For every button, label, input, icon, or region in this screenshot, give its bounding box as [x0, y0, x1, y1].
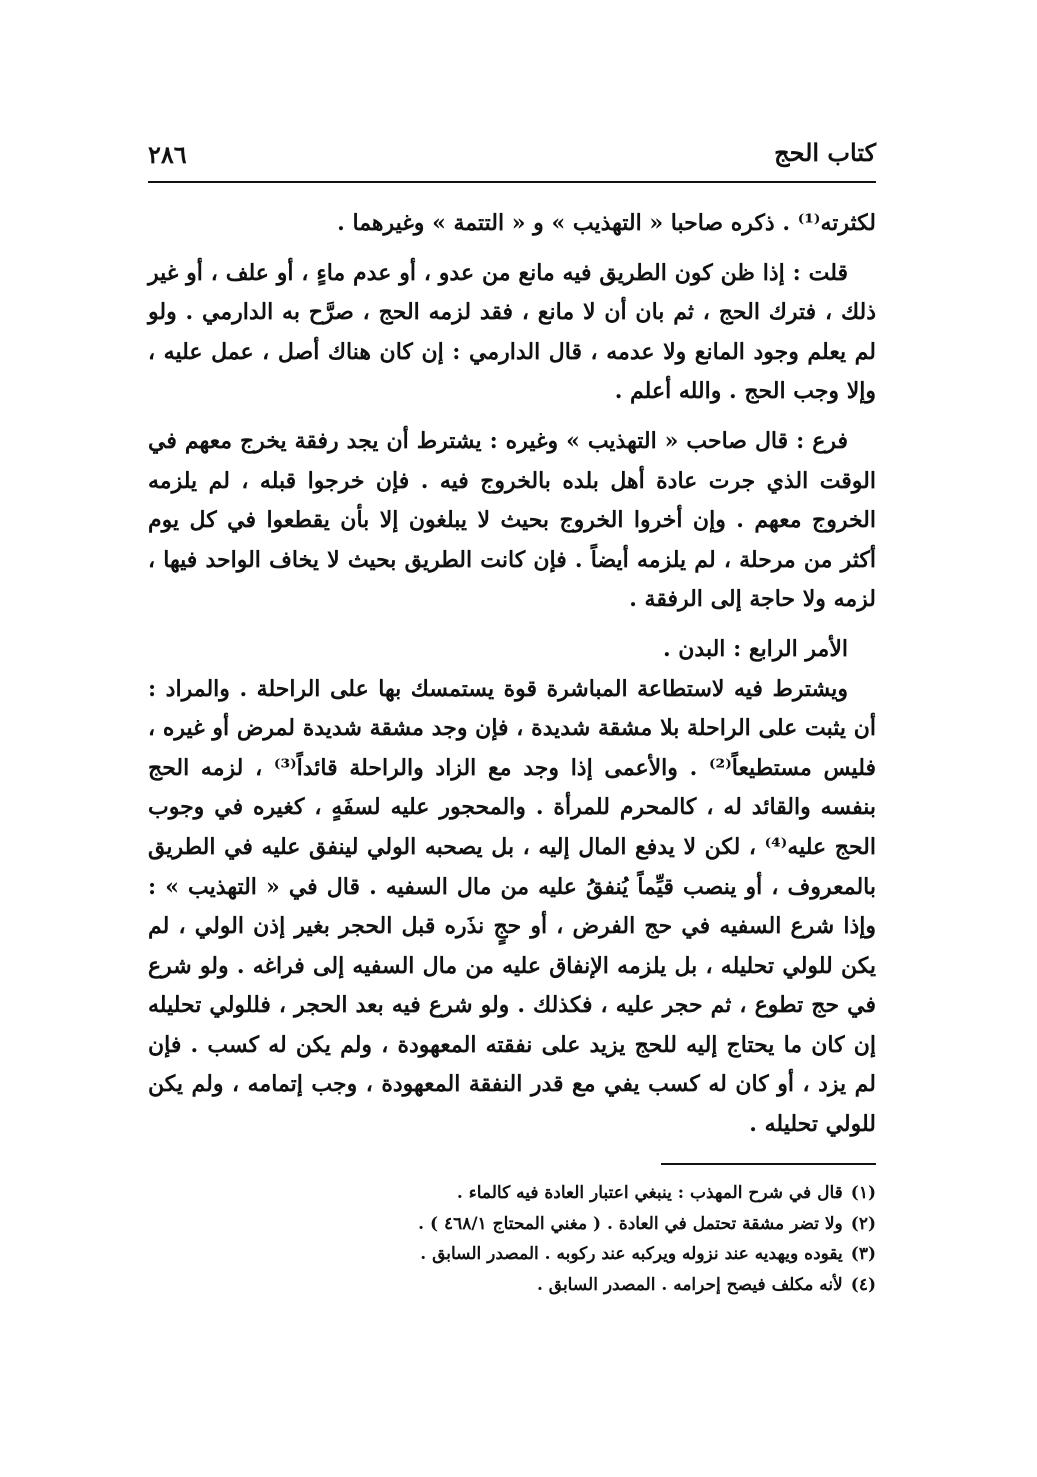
paragraph-continuation: لكثرته⁽¹⁾ . ذكره صاحبا « التهذيب » و « التتمة » وغيرهما . — [337, 210, 876, 236]
footnote-number: (٢) — [850, 1213, 876, 1234]
footnote-text: لأنه مكلف فيصح إحرامه . المصدر السابق . — [536, 1274, 843, 1295]
book-page — [148, 0, 876, 1477]
header-rule — [148, 181, 876, 183]
footnote-rule — [661, 1163, 876, 1165]
footnote-number: (٣) — [850, 1244, 876, 1264]
paragraph-qult: قلت : إذا ظن كون الطريق فيه مانع من عدو ، أو عدم ماءٍ ، أو علف ، أو غير ذلك ، فترك الحج ، ثم بان أن لا مانع ، فقد لزمه الحج ، صرَّح به الدارمي . ولو لم يعلم وجود المانع ولا عدمه ، قال الدارمي : إن كان هناك أصل ، عمل عليه ، وإلا وجب الحج . والله أعلم . — [148, 259, 877, 405]
page-header — [148, 138, 876, 178]
page-number: ٢٨٦ — [148, 140, 187, 169]
footnote-number: (٤) — [850, 1274, 876, 1295]
footnote-text: ولا تضر مشقة تحتمل في العادة . ( مغني المحتاج ٤٦٨/١ ) . — [418, 1213, 843, 1234]
running-title: كتاب الحج — [774, 138, 876, 167]
paragraph-body-condition: ويشترط فيه لاستطاعة المباشرة قوة يستمسك بها على الراحلة . والمراد : أن يثبت على الراحلة بلا مشقة شديدة ، فإن وجد مشقة شديدة لمرض أو غيره ، فليس مستطيعاً⁽²⁾ . والأعمى إذا وجد مع الزاد والراحلة قائداً⁽³⁾ ، لزمه الحج بنفسه والقائد له ، كالمحرم للمرأة . والمحجور عليه لسفَهٍ ، كغيره في وجوب الحج عليه⁽⁴⁾ ، لكن لا يدفع المال إليه ، بل يصحبه الولي لينفق عليه في الطريق بالمعروف ، أو ينصب قيِّماً يُنفقُ عليه من مال السفيه . قال في « التهذيب » : وإذا شرع السفيه في حج الفرض ، أو حجٍ نذَره قبل الحجر بغير إذن الولي ، لم يكن للولي تحليله ، بل يلزمه الإنفاق عليه من مال السفيه إلى فراغه . ولو شرع في حج تطوع ، ثم حجر عليه ، فكذلك . ولو شرع فيه بعد الحجر ، فللولي تحليله إن كان ما يحتاج إليه للحج يزيد على نفقته المعهودة ، ولم يكن له كسب . فإن لم يزد ، أو كان له كسب يفي مع قدر النفقة المعهودة ، وجب إتمامه ، ولم يكن للولي تحليله . — [148, 675, 876, 1138]
footnotes — [148, 1178, 876, 1300]
body-text — [148, 204, 876, 1145]
paragraph-far: فرع : قال صاحب « التهذيب » وغيره : يشترط أن يجد رفقة يخرج معهم في الوقت الذي جرت عادة أهل بلده بالخروج فيه . فإن خرجوا قبله ، لم يلزمه الخروج معهم . وإن أخروا الخروج بحيث لا يبلغون إلا بأن يقطعوا في كل يوم أكثر من مرحلة ، لم يلزمه أيضاً . فإن كانت الطريق بحيث لا يخاف الواحد فيها ، لزمه ولا حاجة إلى الرفقة . — [148, 427, 876, 613]
footnote-1 — [148, 1178, 876, 1209]
footnote-text: يقوده ويهديه عند نزوله ويركبه عند ركوبه . المصدر السابق . — [420, 1244, 843, 1264]
footnote-3 — [148, 1239, 876, 1270]
footnote-4 — [148, 1270, 876, 1301]
section-heading: الأمر الرابع : البدن . — [662, 635, 848, 662]
footnote-text: قال في شرح المهذب : ينبغي اعتبار العادة فيه كالماء . — [456, 1183, 843, 1203]
footnote-number: (١) — [850, 1183, 876, 1203]
footnote-2 — [148, 1209, 876, 1240]
